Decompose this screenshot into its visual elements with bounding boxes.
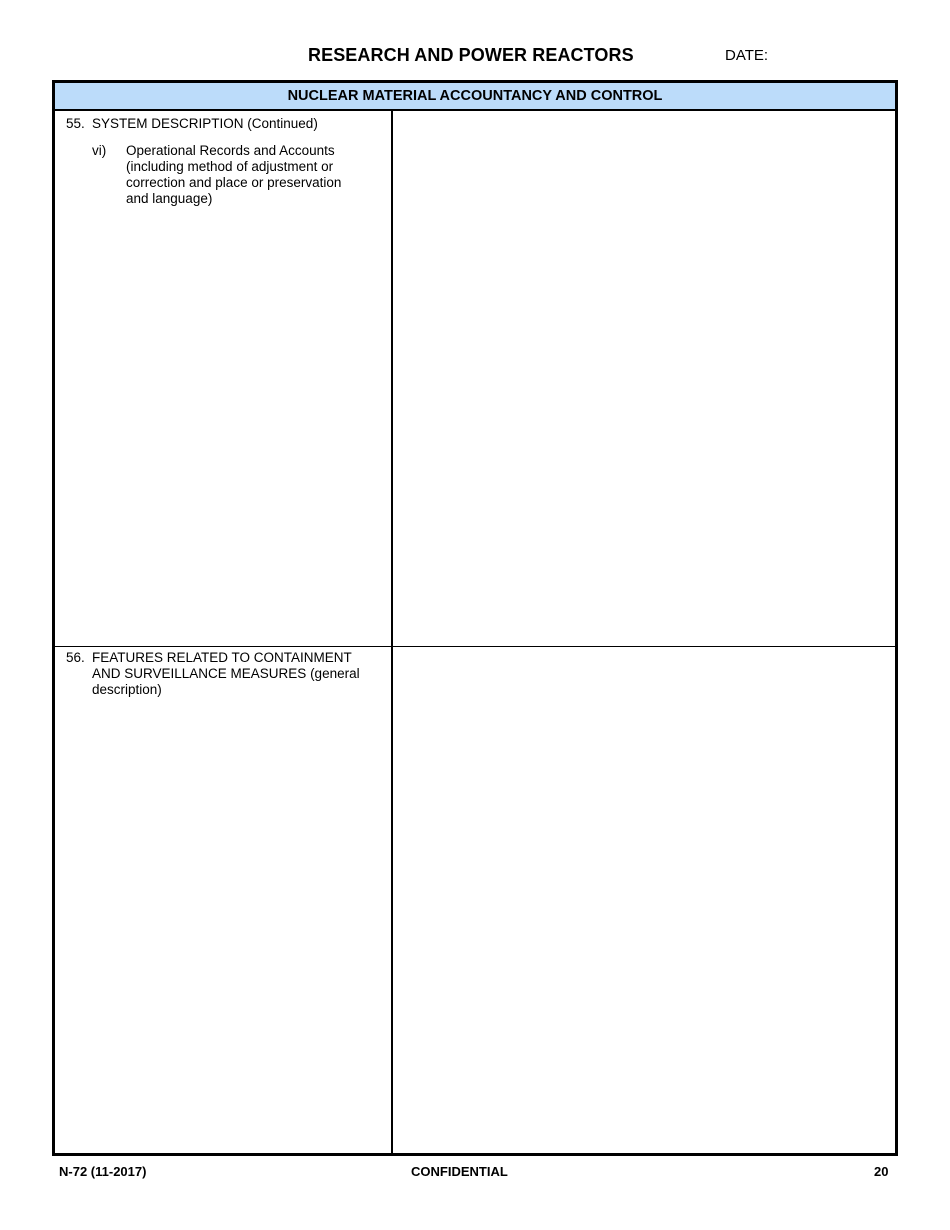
- item-55-label: SYSTEM DESCRIPTION (Continued): [92, 116, 318, 131]
- form-table: [52, 80, 898, 1156]
- item-55-sub-number: vi): [92, 143, 107, 158]
- item-55-number: 55.: [66, 116, 85, 131]
- item-56-number: 56.: [66, 650, 85, 665]
- item-56-answer-field[interactable]: [394, 648, 895, 1153]
- date-label: DATE:: [725, 47, 769, 64]
- classification-label: CONFIDENTIAL: [411, 1164, 508, 1179]
- item-55-answer-field[interactable]: [394, 111, 895, 646]
- row-divider: [55, 646, 895, 647]
- item-56: [66, 650, 386, 1130]
- section-header: NUCLEAR MATERIAL ACCOUNTANCY AND CONTROL: [55, 83, 895, 111]
- item-56-label: FEATURES RELATED TO CONTAINMENT AND SURVEILLANCE MEASURES (general description): [92, 650, 360, 697]
- item-55: [66, 116, 386, 636]
- page-title: RESEARCH AND POWER REACTORS: [308, 45, 634, 65]
- page-number: 20: [874, 1164, 889, 1179]
- form-id: N-72 (11-2017): [59, 1164, 147, 1179]
- column-divider: [391, 111, 393, 1153]
- item-55-sub-label: Operational Records and Accounts (including method of adjustment or correction and place or preservation and language): [126, 143, 342, 206]
